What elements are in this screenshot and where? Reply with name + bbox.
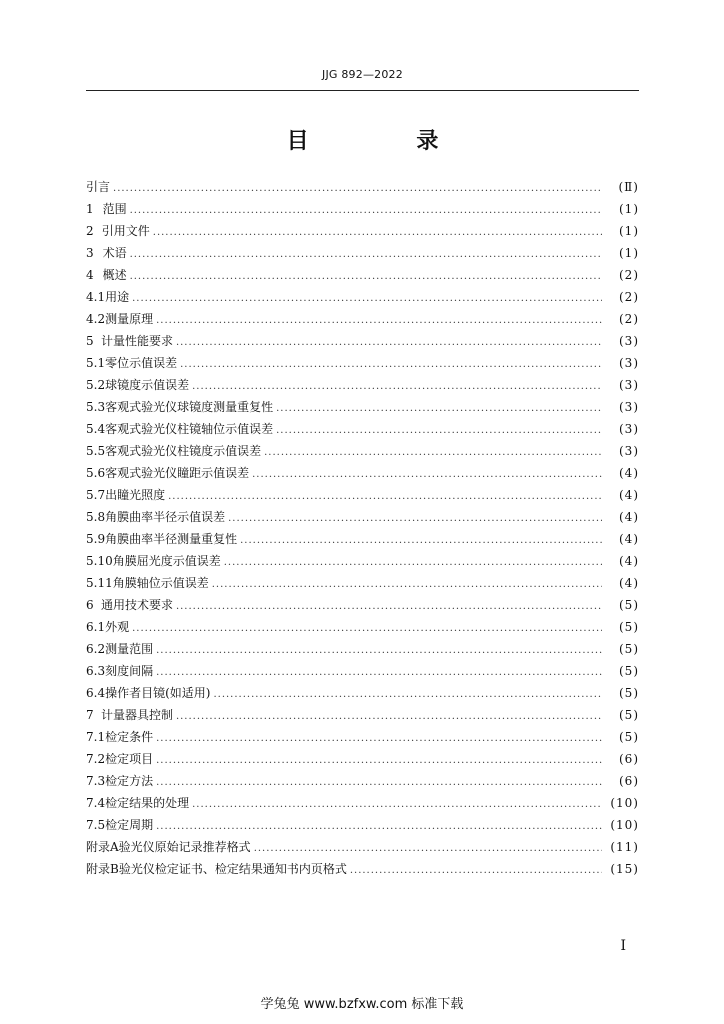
toc-entry-number: 附录A <box>86 840 119 854</box>
toc-entry[interactable] <box>86 396 639 418</box>
toc-entry[interactable] <box>86 836 639 858</box>
toc-entry-title: 客观式验光仪柱镜轴位示值误差 <box>105 422 274 436</box>
toc-entry-page: (5) <box>619 664 639 678</box>
toc-entry[interactable] <box>86 286 639 308</box>
toc-entry[interactable] <box>86 638 639 660</box>
toc-entry-number: 5.5 <box>86 444 106 458</box>
toc-entry-number: 5.6 <box>86 466 106 480</box>
toc-entry-title: 测量原理 <box>105 312 154 326</box>
toc-dot-leader <box>130 200 602 222</box>
toc-dot-leader <box>176 706 602 728</box>
toc-entry-title: 术语 <box>102 246 127 260</box>
toc-entry-page: (2) <box>619 312 639 326</box>
toc-entry-number: 5 <box>86 334 94 348</box>
toc-entry-page: (5) <box>619 598 639 612</box>
toc-entry-title: 计量性能要求 <box>100 334 173 348</box>
toc-entry-number: 5.11 <box>86 576 113 590</box>
toc-entry[interactable] <box>86 308 639 330</box>
toc-entry[interactable] <box>86 462 639 484</box>
toc-entry-title: 检定项目 <box>105 752 154 766</box>
toc-dot-leader <box>153 222 602 244</box>
toc-entry-page: (5) <box>619 708 639 722</box>
toc-entry[interactable] <box>86 726 639 748</box>
toc-dot-leader <box>192 376 602 398</box>
toc-entry-page: (11) <box>610 840 639 854</box>
toc-entry-number: 6.2 <box>86 642 106 656</box>
toc-entry-page: (10) <box>610 796 639 810</box>
toc-entry-number: 6.4 <box>86 686 106 700</box>
toc-entry-title: 客观式验光仪柱镜度示值误差 <box>105 444 262 458</box>
toc-dot-leader <box>156 310 602 332</box>
toc-entry-page: (4) <box>619 576 639 590</box>
toc-dot-leader <box>156 772 602 794</box>
toc-entry[interactable] <box>86 616 639 638</box>
toc-entry-title: 验光仪检定证书、检定结果通知书内页格式 <box>118 862 347 876</box>
toc-entry-page: (4) <box>619 510 639 524</box>
toc-dot-leader <box>240 530 602 552</box>
toc-dot-leader <box>213 684 602 706</box>
toc-entry-title: 用途 <box>105 290 130 304</box>
toc-entry-number: 5.2 <box>86 378 106 392</box>
toc-entry-number: 5.7 <box>86 488 106 502</box>
toc-entry-title: 角膜屈光度示值误差 <box>112 554 221 568</box>
toc-entry-page: (4) <box>619 532 639 546</box>
toc-entry-number: 7.3 <box>86 774 106 788</box>
toc-entry-number: 4 <box>86 268 94 282</box>
toc-dot-leader <box>132 618 602 640</box>
toc-entry[interactable] <box>86 770 639 792</box>
toc-dot-leader <box>252 464 602 486</box>
toc-entry-title: 角膜轴位示值误差 <box>112 576 209 590</box>
toc-entry-title: 验光仪原始记录推荐格式 <box>118 840 251 854</box>
toc-entry-number: 7.1 <box>86 730 106 744</box>
document-code-header: JJG 892—2022 <box>322 68 403 81</box>
toc-entry-page: (5) <box>619 686 639 700</box>
toc-entry[interactable] <box>86 594 639 616</box>
toc-dot-leader <box>254 838 602 860</box>
toc-entry-title: 通用技术要求 <box>100 598 173 612</box>
toc-entry-page: (5) <box>619 620 639 634</box>
toc-entry-number: 5.3 <box>86 400 106 414</box>
toc-entry-number: 6.1 <box>86 620 106 634</box>
toc-entry[interactable] <box>86 352 639 374</box>
toc-entry-number: 2 <box>86 224 94 238</box>
toc-entry-title: 客观式验光仪瞳距示值误差 <box>105 466 250 480</box>
toc-dot-leader <box>130 244 602 266</box>
toc-entry-page: (3) <box>619 400 639 414</box>
toc-entry[interactable] <box>86 814 639 836</box>
toc-entry[interactable] <box>86 550 639 572</box>
toc-entry[interactable] <box>86 660 639 682</box>
toc-entry-page: (2) <box>619 268 639 282</box>
toc-entry-title: 出瞳光照度 <box>105 488 166 502</box>
toc-dot-leader <box>350 860 602 882</box>
toc-entry-number: 5.1 <box>86 356 106 370</box>
toc-entry[interactable] <box>86 792 639 814</box>
toc-entry-number: 4.1 <box>86 290 106 304</box>
toc-entry-number: 5.4 <box>86 422 106 436</box>
toc-entry-page: (4) <box>619 466 639 480</box>
toc-entry[interactable] <box>86 704 639 726</box>
toc-entry-title: 范围 <box>102 202 127 216</box>
toc-entry-title: 检定周期 <box>105 818 154 832</box>
toc-entry-page: (4) <box>619 488 639 502</box>
toc-entry-page: (Ⅱ) <box>618 180 639 194</box>
toc-dot-leader <box>156 640 602 662</box>
toc-entry[interactable] <box>86 198 639 220</box>
header-rule <box>86 90 639 91</box>
toc-entry[interactable] <box>86 484 639 506</box>
toc-entry-number: 7.2 <box>86 752 106 766</box>
toc-entry-page: (3) <box>619 422 639 436</box>
toc-entry[interactable] <box>86 220 639 242</box>
toc-entry[interactable] <box>86 528 639 550</box>
toc-entry-title: 检定条件 <box>105 730 154 744</box>
toc-entry-page: (1) <box>619 224 639 238</box>
toc-entry-page: (10) <box>610 818 639 832</box>
table-of-contents <box>86 176 639 880</box>
toc-entry[interactable] <box>86 418 639 440</box>
toc-entry[interactable] <box>86 176 639 198</box>
toc-entry-page: (2) <box>619 290 639 304</box>
toc-entry-number: 1 <box>86 202 94 216</box>
toc-entry[interactable] <box>86 858 639 880</box>
toc-entry-page: (1) <box>619 202 639 216</box>
toc-dot-leader <box>276 420 602 442</box>
toc-dot-leader <box>156 750 602 772</box>
toc-entry-number: 6 <box>86 598 94 612</box>
toc-entry-title: 引言 <box>86 180 111 194</box>
toc-entry-page: (1) <box>619 246 639 260</box>
page-title: 目 录 <box>286 129 489 154</box>
toc-entry-title: 检定结果的处理 <box>105 796 190 810</box>
toc-entry-page: (5) <box>619 730 639 744</box>
toc-entry[interactable] <box>86 506 639 528</box>
toc-entry-title: 测量范围 <box>105 642 154 656</box>
toc-entry-title: 计量器具控制 <box>100 708 173 722</box>
toc-dot-leader <box>132 288 602 310</box>
toc-entry-title: 球镜度示值误差 <box>105 378 190 392</box>
toc-entry-page: (3) <box>619 444 639 458</box>
toc-entry[interactable] <box>86 572 639 594</box>
toc-dot-leader <box>264 442 602 464</box>
toc-entry-number: 7.5 <box>86 818 106 832</box>
toc-dot-leader <box>228 508 602 530</box>
toc-entry[interactable] <box>86 440 639 462</box>
toc-dot-leader <box>156 728 602 750</box>
toc-entry-page: (6) <box>619 774 639 788</box>
toc-entry-number: 7 <box>86 708 94 722</box>
toc-entry-page: (3) <box>619 334 639 348</box>
toc-dot-leader <box>113 178 602 200</box>
toc-entry-number: 5.8 <box>86 510 106 524</box>
toc-entry[interactable] <box>86 374 639 396</box>
toc-entry[interactable] <box>86 330 639 352</box>
toc-entry-title: 引用文件 <box>101 224 150 238</box>
toc-entry-title: 刻度间隔 <box>105 664 154 678</box>
toc-dot-leader <box>176 596 602 618</box>
toc-dot-leader <box>130 266 602 288</box>
toc-entry-page: (5) <box>619 642 639 656</box>
toc-entry-number: 附录B <box>86 862 119 876</box>
toc-entry-page: (4) <box>619 554 639 568</box>
toc-entry-title: 客观式验光仪球镜度测量重复性 <box>105 400 274 414</box>
toc-entry[interactable] <box>86 682 639 704</box>
toc-dot-leader <box>192 794 602 816</box>
toc-entry-number: 5.9 <box>86 532 106 546</box>
toc-entry-number: 4.2 <box>86 312 106 326</box>
toc-entry-number: 3 <box>86 246 94 260</box>
toc-entry-number: 6.3 <box>86 664 106 678</box>
toc-dot-leader <box>156 816 602 838</box>
toc-entry-title: 外观 <box>105 620 130 634</box>
toc-entry-page: (3) <box>619 356 639 370</box>
toc-dot-leader <box>212 574 602 596</box>
toc-entry-title: 角膜曲率半径测量重复性 <box>105 532 238 546</box>
toc-entry-title: 零位示值误差 <box>105 356 178 370</box>
toc-entry-page: (15) <box>610 862 639 876</box>
toc-dot-leader <box>156 662 602 684</box>
toc-entry-title: 检定方法 <box>105 774 154 788</box>
toc-entry-title: 角膜曲率半径示值误差 <box>105 510 226 524</box>
page-number: I <box>620 938 626 954</box>
toc-entry[interactable] <box>86 748 639 770</box>
toc-entry[interactable] <box>86 264 639 286</box>
toc-entry-number: 7.4 <box>86 796 106 810</box>
toc-dot-leader <box>224 552 602 574</box>
toc-entry-title: 概述 <box>102 268 127 282</box>
toc-entry-page: (3) <box>619 378 639 392</box>
toc-entry[interactable] <box>86 242 639 264</box>
toc-dot-leader <box>276 398 602 420</box>
toc-entry-title: 操作者目镜(如适用) <box>105 686 211 700</box>
toc-dot-leader <box>168 486 602 508</box>
footer-watermark: 学兔兔 www.bzfxw.com 标准下载 <box>260 997 464 1012</box>
toc-entry-number: 5.10 <box>86 554 113 568</box>
toc-entry-page: (6) <box>619 752 639 766</box>
toc-dot-leader <box>176 332 602 354</box>
toc-dot-leader <box>180 354 602 376</box>
